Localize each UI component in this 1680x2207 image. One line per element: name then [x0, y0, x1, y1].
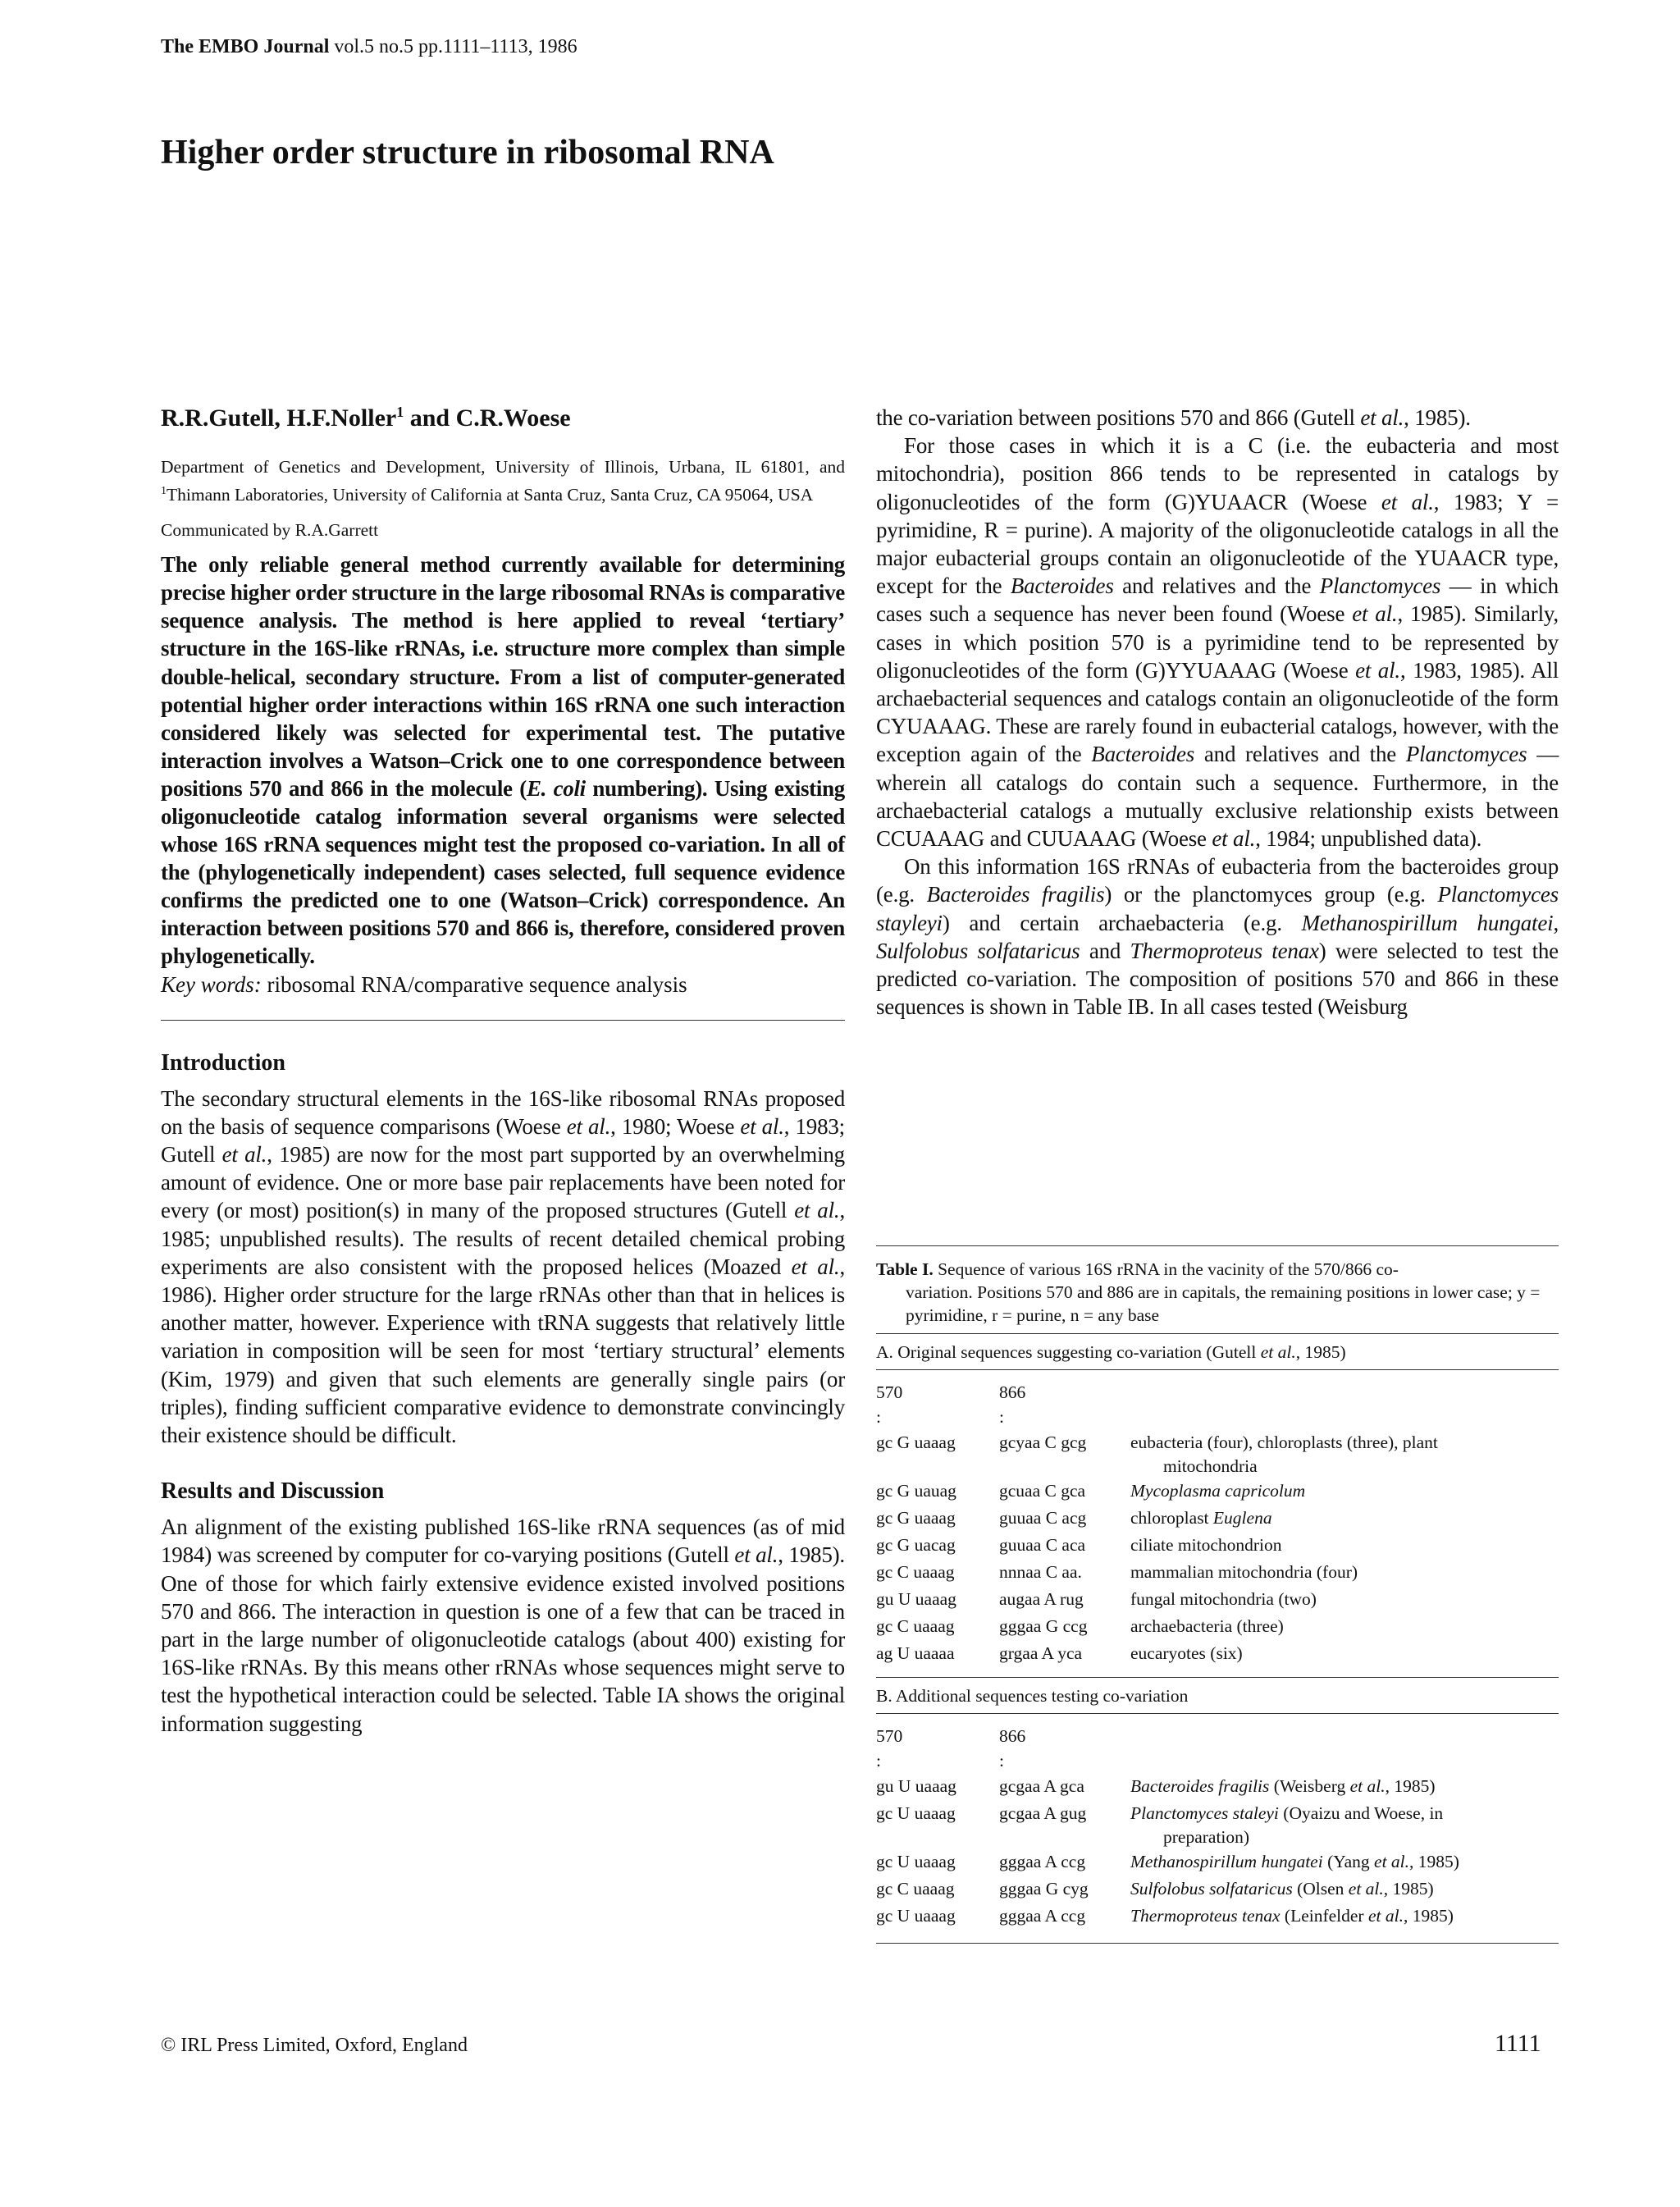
section-divider: [161, 1020, 845, 1021]
table-row: [876, 1613, 1559, 1640]
table-rule: [876, 1333, 1559, 1334]
table-caption: [876, 1258, 1559, 1327]
organism-description: [1130, 1505, 1559, 1532]
text-run: ) and certain archaebacteria (e.g.: [942, 910, 1302, 935]
text-run: et al.: [1212, 826, 1256, 852]
table-row: [876, 1559, 1559, 1586]
text-run: Thermoproteus tenax: [1130, 938, 1319, 963]
text-run: et al.: [740, 1113, 784, 1139]
table-caption-first: Sequence of various 16S rRNA in the vacinity of the 570/866 co-: [933, 1259, 1399, 1279]
text-run: , 1984; unpublished data).: [1255, 826, 1482, 852]
text-run: An alignment of the existing published 16S-like rRNA sequences (as of mid 1984) was screened by computer for co-varying positions (Gutell: [161, 1515, 845, 1568]
author-superscript: 1: [396, 404, 404, 420]
right-column: [876, 404, 1559, 1021]
journal-header: [161, 36, 578, 58]
results-heading: Results and Discussion: [161, 1478, 385, 1505]
text-run: , 1985). Similarly, cases in which position 570 is a pyrimidine tend to be represented by oligonucleotides of the form (G)YYUAAAG (Woese: [876, 601, 1559, 683]
organism-description: [1130, 1532, 1559, 1559]
text-run: Bacteroides: [1010, 573, 1114, 599]
description-text: chloroplast: [1130, 1508, 1213, 1528]
text-run: , 1985) are now for the most part supported by an overwhelming amount of evidence. One or more base pair replacements have been noted for every (or most) position(s) in many of the proposed structures (Gutell: [161, 1141, 845, 1223]
seq-570: gc U uaaag: [876, 1803, 956, 1823]
seq-570: gu U uaaag: [876, 1589, 956, 1609]
citation-text: (Leinfelder: [1280, 1906, 1368, 1926]
seq-570: gc C uaaag: [876, 1616, 955, 1636]
seq-570: ag U uaaaa: [876, 1643, 955, 1663]
text-run: , 1985). One of those for which fairly extensive evidence existed involved positions 570 and 866. The interaction in question is one of a few that can be traced in part in the large number of oligonucleotide catalogs (about 400) existing for 16S-like rRNAs. By this means other rRNAs whose sequences might serve to test the hypothetical interaction could be selected. Table IA shows the original information suggesting: [161, 1542, 845, 1736]
seq-866: augaa A rug: [999, 1589, 1084, 1609]
seq-866: gcyaa C gcg: [999, 1432, 1087, 1452]
description-text: fungal mitochondria (two): [1130, 1589, 1317, 1609]
affiliation-part-b: Thimann Laboratories, University of California at Santa Cruz, Santa Cruz, CA 95064, USA: [167, 485, 814, 505]
organism-name: Bacteroides fragilis: [1130, 1776, 1270, 1796]
organism-description: [1130, 1800, 1559, 1848]
right-paragraph-1: [876, 432, 1559, 852]
text-run: Methanospirillum hungatei: [1301, 910, 1554, 935]
description-text: mammalian mitochondria (four): [1130, 1562, 1358, 1582]
text-run: — in which cases such a sequence has never been found (Woese: [876, 573, 1559, 627]
seq-866: gggaa A ccg: [999, 1852, 1086, 1871]
abstract-text-b: numbering). Using existing oligonucleotide catalog information several organisms were selected whose 16S rRNA sequences might test the proposed co-variation. In all of the (phylogenetically independent) cases selected, full sequence evidence confirms the predicted one to one (Watson–Crick) correspondence. An interaction between positions 570 and 866 is, therefore, considered proven phylogenetically.: [161, 775, 845, 969]
right-paragraph-2: [876, 852, 1559, 1021]
organism-description: [1130, 1613, 1559, 1640]
table-row: [876, 1800, 1559, 1848]
publisher-footer: © IRL Press Limited, Oxford, England: [161, 2035, 468, 2056]
citation-etal: et al.: [1349, 1776, 1386, 1796]
table-header-a: [876, 1380, 1559, 1405]
results-paragraph: [161, 1513, 845, 1738]
citation-year: , 1985): [1409, 1852, 1459, 1871]
keywords: [161, 971, 845, 998]
seq-570: gc U uaaag: [876, 1852, 956, 1871]
text-run: ,: [1553, 910, 1559, 935]
organism-name: Thermoproteus tenax: [1130, 1906, 1281, 1926]
organism-name: Sulfolobus solfataricus: [1130, 1879, 1293, 1899]
text-run: et al.: [1381, 489, 1434, 514]
organism-description: [1130, 1640, 1559, 1667]
journal-volume: vol.5 no.5 pp.1111–1113, 1986: [334, 36, 578, 57]
seq-866: grgaa A yca: [999, 1643, 1083, 1663]
seq-570: gc G uaaag: [876, 1432, 956, 1452]
seq-866: gggaa G cyg: [999, 1879, 1089, 1899]
seq-866: guuaa C acg: [999, 1508, 1087, 1528]
seq-866: gggaa G ccg: [999, 1616, 1088, 1636]
text-run: , 1985).: [1404, 405, 1471, 430]
colon-mark: :: [876, 1407, 881, 1427]
authors-main: R.R.Gutell, H.F.Noller: [161, 404, 397, 432]
communicated-by: Communicated by R.A.Garrett: [161, 520, 379, 541]
col-866-label: 866: [999, 1726, 1026, 1746]
text-run: ) were selected to test the predicted co-variation. The composition of positions 570 and 866 in these sequences is shown in Table IB. In all cases tested (Weisburg: [876, 938, 1559, 1020]
right-paragraph-0: [876, 404, 1559, 432]
abstract-text-a: The only reliable general method currently available for determining precise higher order structure in the large ribosomal RNAs is comparative sequence analysis. The method is here applied to reveal ‘tertiary’ structure in the 16S-like rRNAs, i.e. structure more complex than simple double-helical, secondary structure. From a list of computer-generated potential higher order interactions within 16S rRNA one such interaction considered likely was selected for experimental test. The putative interaction involves a Watson–Crick one to one correspondence between positions 570 and 866 in the molecule (: [161, 552, 845, 801]
seq-570: gc U uaaag: [876, 1906, 956, 1926]
journal-name: The EMBO Journal: [161, 36, 330, 57]
organism-description: [1130, 1429, 1559, 1478]
abstract-italic: E. coli: [526, 775, 586, 801]
text-run: et al.: [1355, 657, 1400, 683]
text-run: et al.: [1260, 1342, 1296, 1362]
description-text: eubacteria (four), chloroplasts (three), plant: [1130, 1432, 1438, 1452]
affiliation-superscript: 1: [161, 485, 167, 497]
seq-866: gggaa A ccg: [999, 1906, 1086, 1926]
table-section-b: B. Additional sequences testing co-variation: [876, 1686, 1189, 1706]
text-run: et al.: [566, 1113, 611, 1139]
table-row: [876, 1640, 1559, 1667]
table-section-a: [876, 1342, 1559, 1363]
text-run: , 1985; unpublished results). The results of recent detailed chemical probing experiments are also consistent with the proposed helices (Moazed: [161, 1198, 845, 1279]
seq-570: gu U uaaag: [876, 1776, 956, 1796]
citation-text: (Yang: [1322, 1852, 1375, 1871]
seq-866: gcuaa C gca: [999, 1481, 1086, 1501]
citation-text: (Weisberg: [1269, 1776, 1350, 1796]
table-bottom-rule: [876, 1943, 1559, 1944]
organism-name: Mycoplasma capricolum: [1130, 1481, 1306, 1501]
colon-mark: :: [999, 1751, 1004, 1771]
table-caption-label: Table I.: [876, 1259, 934, 1279]
seq-570: gc C uaaag: [876, 1562, 955, 1582]
colon-mark: :: [876, 1751, 881, 1771]
organism-description: [1130, 1876, 1559, 1903]
keywords-label: Key words:: [161, 971, 262, 997]
citation-year: , 1985): [1385, 1776, 1436, 1796]
text-run: et al.: [1352, 601, 1398, 627]
organism-description: [1130, 1586, 1559, 1613]
organism-description: [1130, 1848, 1559, 1876]
citation-year: , 1985): [1403, 1906, 1454, 1926]
text-run: Sulfolobus solfataricus: [876, 938, 1080, 963]
seq-866: guuaa C aca: [999, 1535, 1086, 1555]
text-run: , 1983; Gutell: [161, 1113, 845, 1167]
text-run: , 1980; Woese: [610, 1113, 741, 1139]
text-run: et al.: [791, 1254, 840, 1279]
citation-text: (Oyaizu and Woese, in: [1278, 1803, 1444, 1823]
text-run: Bacteroides fragilis: [926, 882, 1105, 907]
text-run: , 1986). Higher order structure for the large rRNAs other than that in helices is another matter, however. Experience with tRNA suggests that relatively little variation in composition will be seen for most ‘tertiary structural’ elements (Kim, 1979) and given that such elements are generally single pairs (or triples), finding sufficient comparative evidence to demonstrate convincingly their existence should be difficult.: [161, 1254, 845, 1447]
article-title: Higher order structure in ribosomal RNA: [161, 134, 774, 171]
colon-mark: :: [999, 1407, 1004, 1427]
table-row: [876, 1505, 1559, 1532]
organism-description: [1130, 1559, 1559, 1586]
keywords-text: ribosomal RNA/comparative sequence analysis: [261, 971, 687, 997]
introduction-heading: Introduction: [161, 1049, 285, 1076]
table-rows-a: [876, 1429, 1559, 1667]
description-continued: preparation): [1163, 1827, 1250, 1847]
table-rule: [876, 1369, 1559, 1370]
seq-570: gc G uacag: [876, 1535, 956, 1555]
table-colons-a: [876, 1405, 1559, 1429]
text-run: and: [1080, 938, 1130, 963]
table-row: [876, 1903, 1559, 1930]
col-866-label: 866: [999, 1382, 1026, 1402]
table-row: [876, 1876, 1559, 1903]
table-row: [876, 1429, 1559, 1478]
citation-etal: et al.: [1348, 1879, 1384, 1899]
col-570-label: 570: [876, 1382, 903, 1402]
authors-last: and C.R.Woese: [404, 404, 571, 432]
table-rows-b: [876, 1773, 1559, 1930]
page-number: 1111: [1495, 2030, 1541, 2057]
text-run: et al.: [1360, 405, 1404, 430]
organism-name: Planctomyces staleyi: [1130, 1803, 1279, 1823]
seq-570: gc G uaaag: [876, 1508, 956, 1528]
left-column: [161, 404, 845, 1738]
seq-866: nnnaa C aa.: [999, 1562, 1082, 1582]
table-row: [876, 1478, 1559, 1505]
text-run: On this information 16S rRNAs of eubacteria from the bacteroides group (e.g.: [876, 854, 1559, 907]
text-run: et al.: [221, 1141, 267, 1167]
table-rule: [876, 1713, 1559, 1714]
table-colons-b: [876, 1748, 1559, 1773]
text-run: and relatives and the: [1113, 573, 1320, 599]
organism-description: [1130, 1903, 1559, 1930]
table-header-b: [876, 1724, 1559, 1748]
abstract: [161, 551, 845, 970]
col-570-label: 570: [876, 1726, 903, 1746]
text-run: , 1983; Y = pyrimidine, R = purine). A majority of the oligonucleotide catalogs in all the major eubacterial groups contain an oligonucleotide of the YUAACR type, except for the: [876, 489, 1559, 599]
description-text: ciliate mitochondrion: [1130, 1535, 1282, 1555]
text-run: , 1983, 1985). All archaebacterial sequences and catalogs contain an oligonucleotide of the form CYUAAAG. These are rarely found in eubacterial catalogs, however, with the exception again of the: [876, 657, 1559, 767]
seq-570: gc G uauag: [876, 1481, 956, 1501]
organism-description: [1130, 1773, 1559, 1800]
description-text: eucaryotes (six): [1130, 1643, 1243, 1663]
text-run: the co-variation between positions 570 and 866 (Gutell: [876, 405, 1361, 430]
table-row: [876, 1773, 1559, 1800]
text-run: The secondary structural elements in the 16S-like ribosomal RNAs proposed on the basis of sequence comparisons (Woese: [161, 1085, 845, 1139]
text-run: Planctomyces: [1319, 573, 1441, 599]
organism-description: [1130, 1478, 1559, 1505]
table-row: [876, 1532, 1559, 1559]
text-run: For those cases in which it is a C (i.e. the eubacteria and most mitochondria), position 866 tends to be represented in catalogs by oligonucleotides of the form (G)YUAACR (Woese: [876, 433, 1559, 514]
seq-570: gc C uaaag: [876, 1879, 955, 1899]
text-run: Bacteroides: [1091, 742, 1195, 767]
text-run: — wherein all catalogs do contain such a sequence. Furthermore, in the archaebacterial catalogs a mutually exclusive relationship exists between CCUAAAG and CUUAAAG (Woese: [876, 742, 1559, 852]
table-rule: [876, 1677, 1559, 1678]
authors: [161, 404, 845, 432]
citation-etal: et al.: [1374, 1852, 1410, 1871]
description-text: archaebacteria (three): [1130, 1616, 1284, 1636]
affiliation: [161, 455, 845, 507]
text-run: Planctomyces stayleyi: [876, 882, 1559, 935]
text-run: ) or the planctomyces group (e.g.: [1104, 882, 1438, 907]
table-top-rule: [876, 1245, 1559, 1246]
text-run: , 1985): [1295, 1342, 1346, 1362]
citation-etal: et al.: [1367, 1906, 1404, 1926]
citation-text: (Olsen: [1292, 1879, 1349, 1899]
text-run: Planctomyces: [1405, 742, 1527, 767]
description-continued: mitochondria: [1163, 1456, 1258, 1476]
text-run: et al.: [734, 1542, 778, 1568]
text-run: and relatives and the: [1194, 742, 1406, 767]
table-1: [876, 1245, 1559, 1944]
text-run: et al.: [794, 1198, 840, 1223]
affiliation-part-a: Department of Genetics and Development, University of Illinois, Urbana, IL 61801, and: [161, 457, 845, 477]
organism-name: Methanospirillum hungatei: [1130, 1852, 1323, 1871]
seq-866: gcgaa A gug: [999, 1803, 1087, 1823]
table-caption-rest: variation. Positions 570 and 886 are in capitals, the remaining positions in lower case; y = pyrimidine, r = purine, n = any base: [906, 1282, 1541, 1325]
introduction-paragraph: [161, 1085, 845, 1450]
table-row: [876, 1848, 1559, 1876]
organism-name: Euglena: [1212, 1508, 1272, 1528]
citation-year: , 1985): [1383, 1879, 1434, 1899]
seq-866: gcgaa A gca: [999, 1776, 1084, 1796]
table-row: [876, 1586, 1559, 1613]
text-run: A. Original sequences suggesting co-variation (Gutell: [876, 1342, 1261, 1362]
